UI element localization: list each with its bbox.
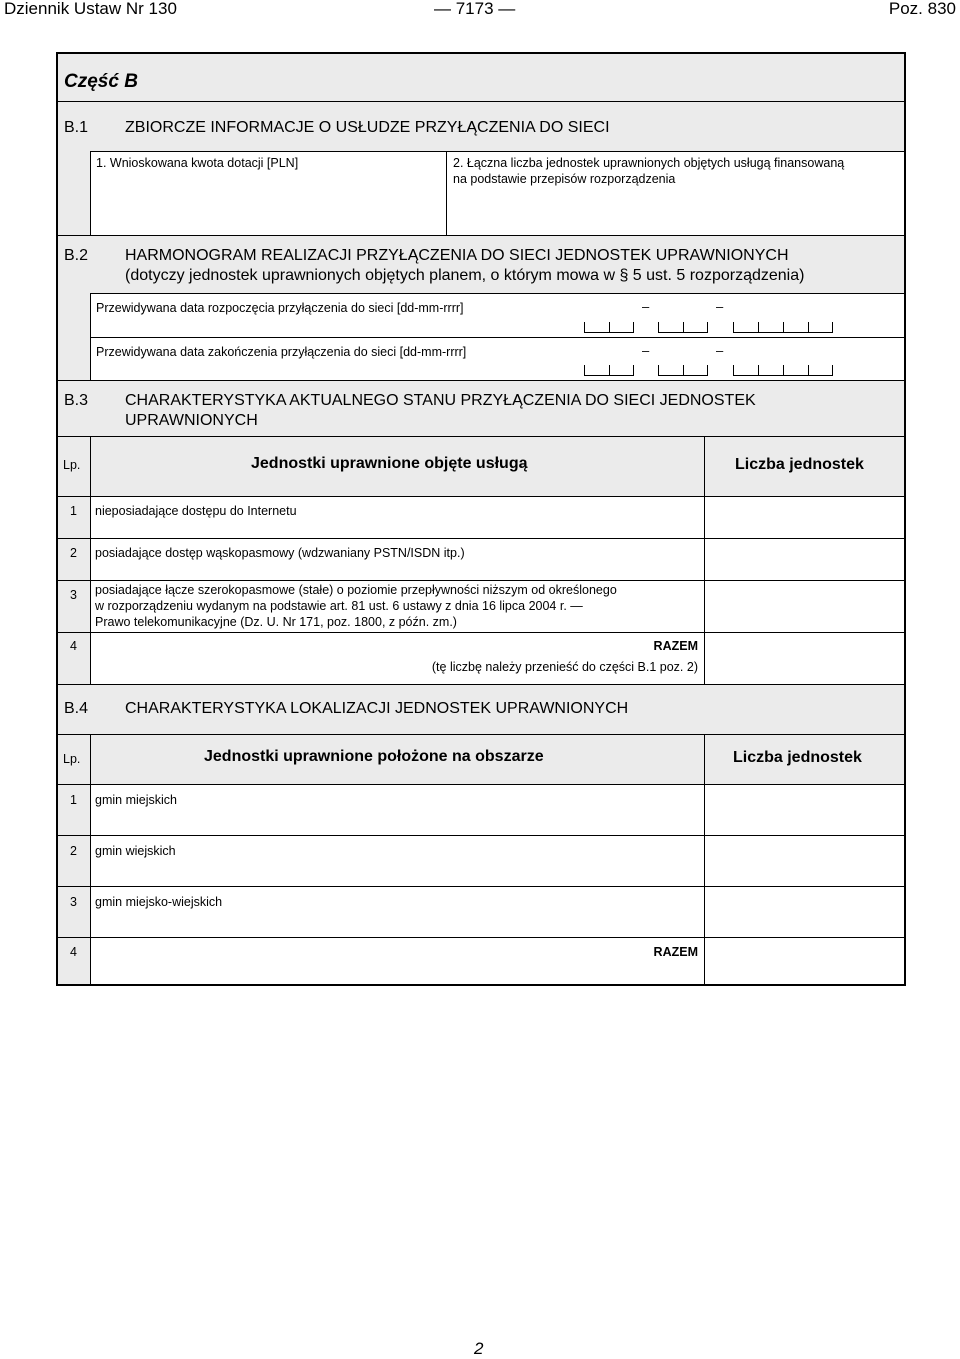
journal-title: Dziennik Ustaw Nr 130 [4, 0, 177, 18]
footer-page-number: 2 [474, 1339, 484, 1358]
b3-code: B.3 [64, 392, 89, 409]
form-part-b [56, 52, 906, 986]
b3-section [58, 380, 904, 436]
row-text: gmin wiejskich [95, 844, 176, 858]
b3-row-3-number [58, 580, 90, 632]
b4-row-3-count-input[interactable] [704, 886, 904, 937]
position-number: Poz. 830 [888, 0, 956, 18]
date-separator: – [642, 343, 650, 358]
b4-col-count-header [704, 734, 904, 784]
b3-col-units-header [90, 436, 704, 496]
total-label: RAZEM [653, 945, 698, 959]
b4-row-1-number [58, 784, 90, 835]
row-text-line1: posiadające łącze szerokopasmowe (stałe) o poziomie przepływności niższym od określonego [95, 583, 617, 597]
b4-row-1-count-input[interactable] [704, 784, 904, 835]
row-number: 4 [70, 945, 77, 959]
row-number: 2 [70, 844, 77, 858]
b2-code: B.2 [64, 247, 89, 264]
b4-row-1-text [90, 784, 704, 835]
b1-code: B.1 [64, 119, 89, 136]
b3-col-count-header [704, 436, 904, 496]
row-number: 3 [70, 588, 77, 602]
page-number-header: — 7173 — [434, 0, 516, 18]
month-boxes[interactable] [658, 365, 708, 376]
b4-count-label: Liczba jednostek [733, 749, 862, 766]
row-number: 3 [70, 895, 77, 909]
day-boxes[interactable] [584, 365, 634, 376]
b2-start-date-row[interactable] [90, 293, 904, 337]
b3-title-line2: UPRAWNIONYCH [125, 412, 258, 429]
b4-row-2-number [58, 835, 90, 886]
b2-end-date-row[interactable] [90, 337, 904, 380]
date-separator: – [716, 299, 724, 314]
b1-title: ZBIORCZE INFORMACJE O USŁUDZE PRZYŁĄCZENIA DO SIECI [125, 119, 610, 136]
b3-row-4-text [90, 632, 704, 684]
b3-col-lp-header [58, 436, 90, 496]
b4-code: B.4 [64, 700, 89, 717]
row-text: gmin miejsko-wiejskich [95, 895, 223, 909]
b1-field-total-units-label-2: na podstawie przepisów rozporządzenia [453, 172, 676, 186]
b4-title: CHARAKTERYSTYKA LOKALIZACJI JEDNOSTEK UPRAWNIONYCH [125, 700, 629, 717]
b3-row-1-text [90, 496, 704, 538]
b3-count-label: Liczba jednostek [735, 456, 864, 473]
b4-row-3-number [58, 886, 90, 937]
b3-row-3-text [90, 580, 704, 632]
b4-units-label: Jednostki uprawnione położone na obszarze [204, 748, 544, 765]
year-boxes[interactable] [733, 365, 833, 376]
b3-row-2-text [90, 538, 704, 580]
b4-lp-label: Lp. [63, 752, 81, 766]
row-number: 4 [70, 639, 77, 653]
b2-start-date-label: Przewidywana data rozpoczęcia przyłączenia do sieci [dd-mm-rrrr] [96, 301, 464, 315]
row-text: nieposiadające dostępu do Internetu [95, 504, 297, 518]
month-boxes[interactable] [658, 322, 708, 333]
part-title-band [58, 54, 904, 101]
b4-row-3-text [90, 886, 704, 937]
b3-lp-label: Lp. [63, 458, 81, 472]
row-number: 1 [70, 504, 77, 518]
b1-field-total-units[interactable] [446, 151, 904, 235]
b3-row-1-count-input[interactable] [704, 496, 904, 538]
b1-field-amount-label: 1. Wnioskowana kwota dotacji [PLN] [96, 156, 299, 170]
b1-field-total-units-label-1: 2. Łączna liczba jednostek uprawnionych objętych usługą finansowaną [453, 156, 845, 170]
b4-section [58, 684, 904, 734]
row-text: gmin miejskich [95, 793, 177, 807]
b4-row-4-number [58, 937, 90, 986]
b4-col-lp-header [58, 734, 90, 784]
b3-row-2-number [58, 538, 90, 580]
year-boxes[interactable] [733, 322, 833, 333]
row-text-line3: Prawo telekomunikacyjne (Dz. U. Nr 171, poz. 1800, z późn. zm.) [95, 615, 457, 629]
row-text: posiadające dostęp wąskopasmowy (wdzwaniany PSTN/ISDN itp.) [95, 546, 465, 560]
part-title: Część B [64, 71, 138, 92]
b2-title-line1: HARMONOGRAM REALIZACJI PRZYŁĄCZENIA DO SIECI JEDNOSTEK UPRAWNIONYCH [125, 247, 789, 264]
total-label: RAZEM [653, 639, 698, 653]
b3-row-4-number [58, 632, 90, 684]
b3-title-line1: CHARAKTERYSTYKA AKTUALNEGO STANU PRZYŁĄCZENIA DO SIECI JEDNOSTEK [125, 392, 756, 409]
b4-col-units-header [90, 734, 704, 784]
b4-row-2-text [90, 835, 704, 886]
b2-left-gutter [58, 293, 90, 380]
row-number: 1 [70, 793, 77, 807]
total-note: (tę liczbę należy przenieść do części B.1 poz. 2) [431, 660, 698, 674]
b4-row-2-count-input[interactable] [704, 835, 904, 886]
date-separator: – [716, 343, 724, 358]
day-boxes[interactable] [584, 322, 634, 333]
b4-row-4-count-input[interactable] [704, 937, 904, 986]
b3-row-1-number [58, 496, 90, 538]
b3-row-4-count-input[interactable] [704, 632, 904, 684]
b2-end-date-label: Przewidywana data zakończenia przyłączenia do sieci [dd-mm-rrrr] [96, 345, 467, 359]
row-number: 2 [70, 546, 77, 560]
b4-row-4-text [90, 937, 704, 986]
date-separator: – [642, 299, 650, 314]
row-text-line2: w rozporządzeniu wydanym na podstawie art. 81 ust. 6 ustawy z dnia 16 lipca 2004 r. — [95, 599, 583, 613]
b3-units-label: Jednostki uprawnione objęte usługą [251, 455, 528, 472]
b2-section [58, 235, 904, 293]
b1-field-amount[interactable] [90, 151, 446, 235]
b2-title-line2: (dotyczy jednostek uprawnionych objętych planem, o którym mowa w § 5 ust. 5 rozporządzenia) [125, 267, 805, 284]
b3-row-3-count-input[interactable] [704, 580, 904, 632]
b1-section [58, 101, 904, 151]
b3-row-2-count-input[interactable] [704, 538, 904, 580]
b1-left-gutter [58, 151, 90, 235]
